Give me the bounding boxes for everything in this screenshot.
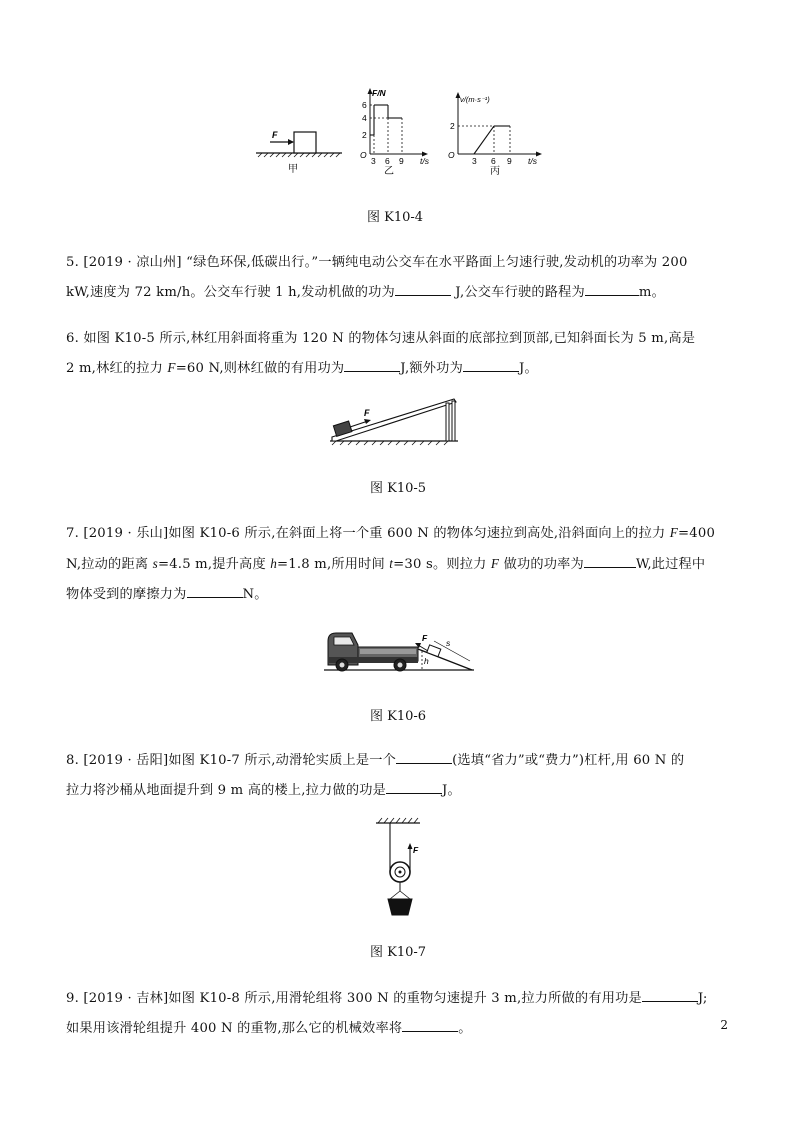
q7-blank-friction[interactable] [187,585,243,598]
svg-text:t/s: t/s [420,156,429,166]
block [294,132,316,153]
svg-text:2: 2 [450,121,455,131]
svg-text:6: 6 [385,156,390,166]
figure-k10-6-truck-ramp [322,619,478,675]
q7-blank-power[interactable] [584,555,636,568]
svg-text:h: h [424,656,429,666]
q9-line-1: 9. [2019 · 吉林]如图 K10-8 所示,用滑轮组将 300 N 的重物匀速提升 3 m,拉力所做的有用功是 J; [66,991,708,1006]
figure-caption-k10-4: 图 K10-4 [367,210,424,225]
panel-label-jia: 甲 [288,164,298,175]
panel-label-bing: 丙 [490,166,500,177]
svg-text:s: s [446,638,451,648]
q5-blank-distance[interactable] [585,283,639,296]
force-label: F [364,408,370,418]
q6-line-2: 2 m,林红的拉力 F=60 N,则林红做的有用功为 J,额外功为 J。 [66,360,538,376]
figure-caption-k10-6: 图 K10-6 [370,709,427,724]
figure-caption-k10-7: 图 K10-7 [370,945,427,960]
svg-text:3: 3 [472,156,477,166]
sand-bucket [388,899,412,915]
q8-blank-work[interactable] [386,781,442,794]
figure-k10-7-movable-pulley [372,817,424,919]
q6-blank-extra-work[interactable] [463,359,519,372]
q9-blank-useful-work[interactable] [642,989,698,1002]
figure-caption-k10-5: 图 K10-5 [370,481,427,496]
q5-blank-work[interactable] [395,283,451,296]
truck [328,633,418,671]
svg-text:v/(m·s⁻¹): v/(m·s⁻¹) [460,95,490,104]
figure-k10-5-incline [328,395,462,447]
svg-text:O: O [360,150,367,160]
panel-yi-force-time-graph [360,88,430,177]
svg-text:6: 6 [491,156,496,166]
force-label: F [413,845,419,855]
panel-jia-block-diagram [256,130,342,175]
q7-line-1: 7. [2019 · 乐山]如图 K10-6 所示,在斜面上将一个重 600 N 的物体匀速拉到高处,沿斜面向上的拉力 F=400 [66,525,716,541]
q9-blank-efficiency[interactable] [402,1019,458,1032]
q8-line-1: 8. [2019 · 岳阳]如图 K10-7 所示,动滑轮实质上是一个 (选填“省力”或“费力”)杠杆,用 60 N 的 [66,753,685,768]
q7-line-3: 物体受到的摩擦力为 N。 [66,587,268,602]
q9-line-2: 如果用该滑轮组提升 400 N 的重物,那么它的机械效率将 。 [66,1021,472,1036]
incline-plank [332,399,456,441]
q8-line-2: 拉力将沙桶从地面提升到 9 m 高的楼上,拉力做的功是 J。 [66,783,461,798]
svg-text:9: 9 [399,156,404,166]
svg-text:F/N: F/N [372,88,386,98]
q5-line-2: kW,速度为 72 km/h。公交车行驶 1 h,发动机做的功为 J,公交车行驶的路程为 m。 [66,285,665,300]
svg-text:2: 2 [362,130,367,140]
page-number: 2 [720,1018,728,1032]
svg-text:9: 9 [507,156,512,166]
svg-text:O: O [448,150,455,160]
force-label: F [272,130,278,140]
svg-text:3: 3 [371,156,376,166]
q8-blank-lever-type[interactable] [396,751,452,764]
q6-line-1: 6. 如图 K10-5 所示,林红用斜面将重为 120 N 的物体匀速从斜面的底部拉到顶部,已知斜面长为 5 m,高是 [66,331,696,346]
panel-label-yi: 乙 [384,166,394,177]
figure-k10-4 [250,86,550,178]
svg-text:t/s: t/s [528,156,537,166]
q6-blank-useful-work[interactable] [344,359,400,372]
svg-text:F: F [422,633,428,643]
panel-bing-velocity-time-graph [448,92,542,177]
svg-text:4: 4 [362,113,367,123]
q5-line-1: 5. [2019 · 凉山州] “绿色环保,低碳出行。”一辆纯电动公交车在水平路面上匀速行驶,发动机的功率为 200 [66,255,688,270]
q7-line-2: N,拉动的距离 s=4.5 m,提升高度 h=1.8 m,所用时间 t=30 s。则拉力 F 做功的功率为 W,此过程中 [66,556,706,572]
svg-text:6: 6 [362,100,367,110]
